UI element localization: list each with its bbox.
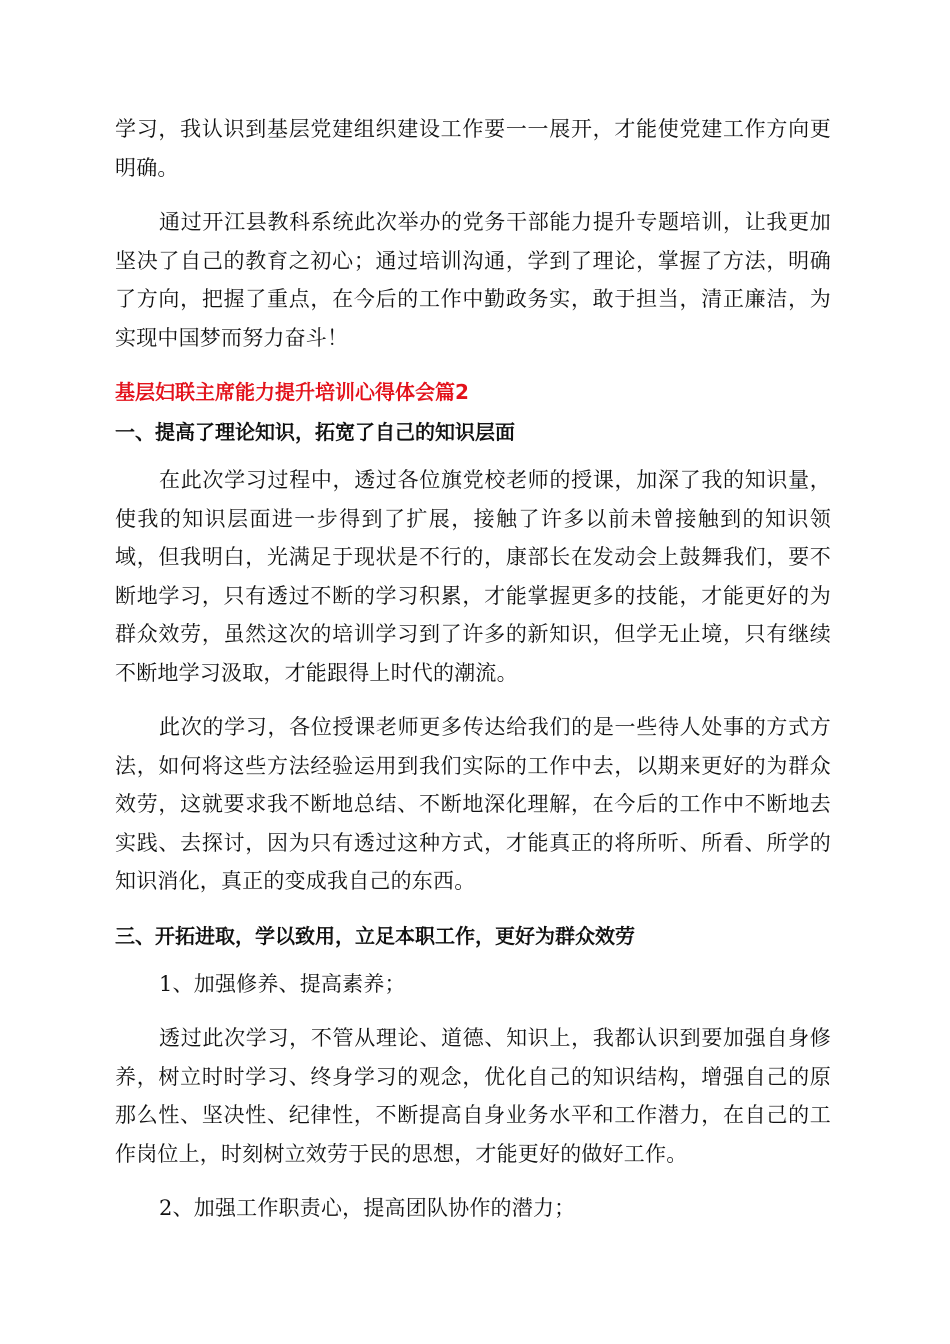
list-item-cultivation: 1、加强修养、提高素养； <box>159 971 406 996</box>
paragraph-knowledge: 在此次学习过程中，透过各位旗党校老师的授课，加深了我的知识量，使我的知识层面进一步得到了扩展，接触了许多以前未曾接触到的知识领域，但我明白，光满足于现状是不行的，康部长在发动会上鼓舞我们，要不断地学习，只有透过不断的学习积累，才能掌握更多的技能，才能更好的为群众效劳，虽然这次的培训学习到了许多的新知识，但学无止境，只有继续不断地学习汲取，才能跟得上时代的潮流。 <box>115 468 831 685</box>
list-item-responsibility: 2、加强工作职责心，提高团队协作的潜力； <box>159 1196 576 1220</box>
heading-forge-ahead: 三、开拓进取，学以致用，立足本职工作，更好为群众效劳 <box>115 923 635 948</box>
heading-theory-knowledge: 一、提高了理论知识，拓宽了自己的知识层面 <box>115 420 515 444</box>
paragraph-methods: 此次的学习，各位授课老师更多传达给我们的是一些待人处事的方式方法，如何将这些方法经验运用到我们实际的工作中去，以期来更好的为群众效劳，这就要求我不断地总结、不断地深化理解，在今后的工作中不断地去实践、去探讨，因为只有透过这种方式，才能真正的将所听、所看、所学的知识消化，真正的变成我自己的东西。 <box>115 715 831 893</box>
document-page <box>115 110 831 1244</box>
section-title: 基层妇联主席能力提升培训心得体会篇2 <box>115 380 469 404</box>
paragraph-cultivation: 透过此次学习，不管从理论、道德、知识上，我都认识到要加强自身修养，树立时时学习、终身学习的观念，优化自己的知识结构，增强自己的原那么性、坚决性、纪律性，不断提高自身业务水平和工作潜力，在自己的工作岗位上，时刻树立效劳于民的思想，才能更好的做好工作。 <box>115 1026 831 1166</box>
paragraph-training: 通过开江县教科系统此次举办的党务干部能力提升专题培训，让我更加坚决了自己的教育之初心；通过培训沟通，学到了理论，掌握了方法，明确了方向，把握了重点，在今后的工作中勤政务实，敢于担当，清正廉洁，为实现中国梦而努力奋斗！ <box>115 210 831 350</box>
paragraph-continuation: 学习，我认识到基层党建组织建设工作要一一展开，才能使党建工作方向更明确。 <box>115 117 831 180</box>
